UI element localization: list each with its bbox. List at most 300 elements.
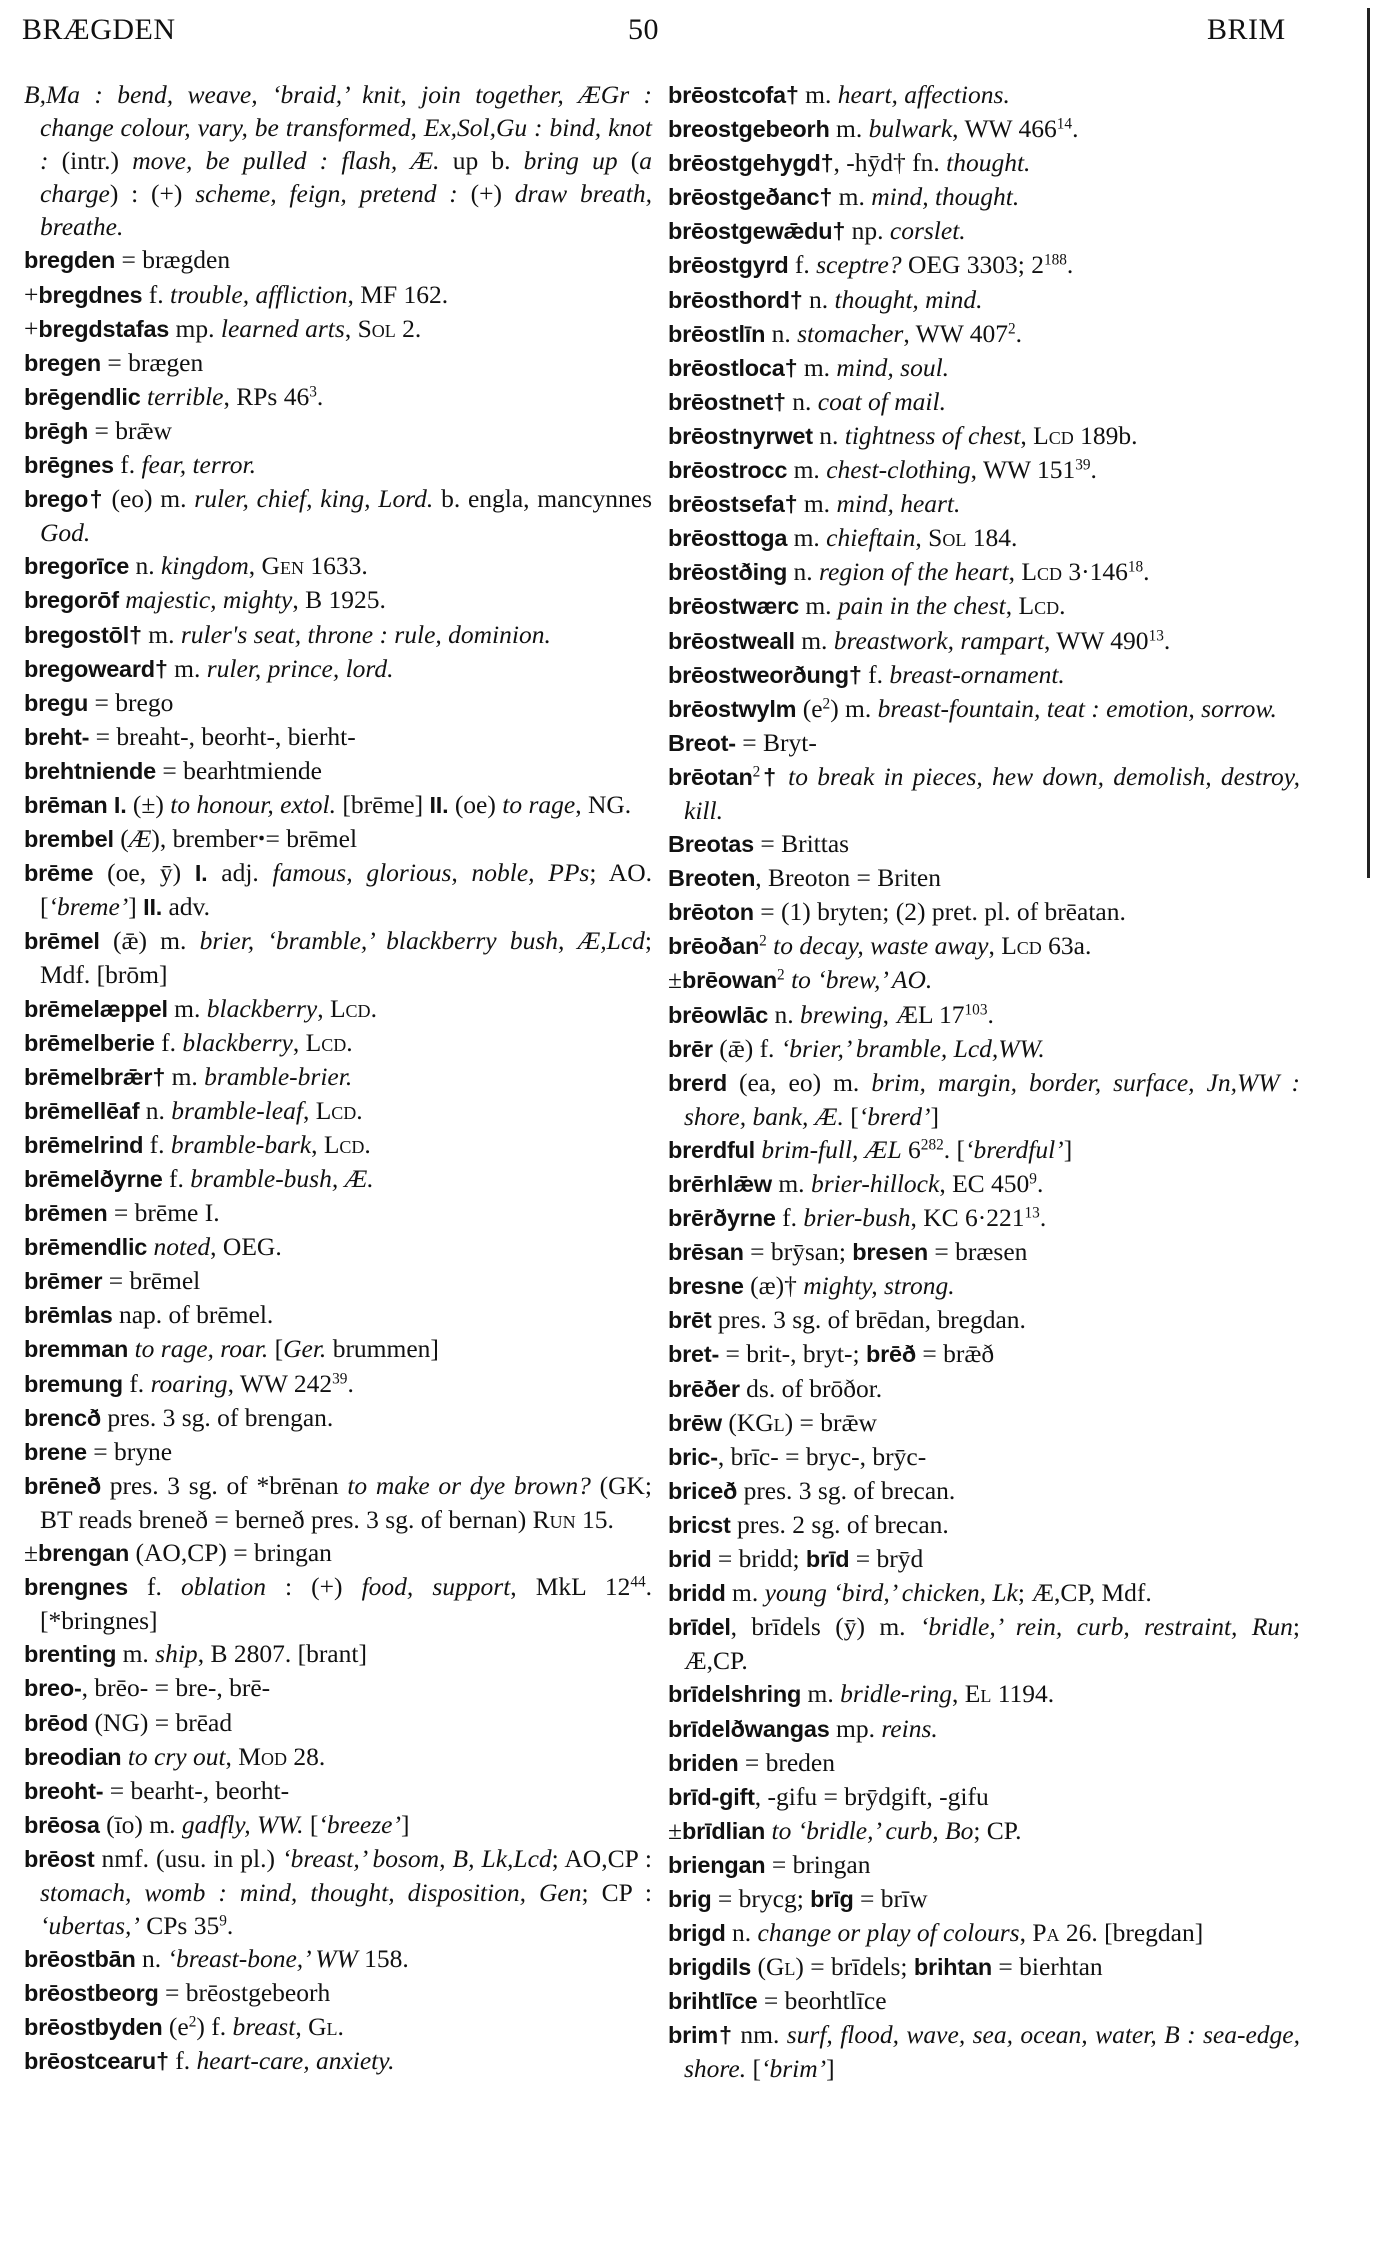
headword: brid	[668, 1546, 712, 1573]
entry-text: 3·146	[1061, 557, 1128, 587]
entry-text: coat of mail.	[817, 386, 946, 416]
entry-text: ‘breast-bone,’ WW	[167, 1944, 358, 1974]
entry-text: Lcd	[1033, 420, 1074, 450]
entry-text: ,	[317, 993, 330, 1023]
entry-text: f.	[788, 250, 817, 280]
entry-text: Gl	[308, 2012, 338, 2042]
entry-text: : (+)	[265, 1572, 362, 1602]
headword: brengnes	[24, 1574, 128, 1601]
headword: brēmelðyrne	[24, 1166, 163, 1192]
headword: brēod	[24, 1709, 89, 1736]
dictionary-entry	[24, 1332, 652, 1366]
entry-text: †	[760, 763, 779, 790]
entry-text: 282	[920, 1136, 944, 1154]
headword: bremman	[24, 1336, 129, 1363]
entry-text: .	[1072, 114, 1079, 144]
entry-text: n.	[765, 318, 798, 348]
entry-text: (e	[796, 693, 823, 723]
entry-text: 2	[777, 967, 785, 985]
entry-text: n.	[812, 420, 845, 450]
entry-text: f.	[143, 1129, 171, 1159]
dictionary-entry	[668, 385, 1300, 419]
dictionary-entry	[24, 618, 652, 652]
entry-text: noted	[153, 1232, 211, 1262]
dictionary-entry	[24, 1942, 652, 1976]
entry-text: ,	[302, 1095, 316, 1125]
headword: bregdnes	[38, 281, 143, 308]
entry-text: mighty, strong.	[803, 1271, 955, 1301]
entry-text: , B 1925.	[292, 585, 386, 615]
entry-text: = Bryt-	[735, 727, 817, 757]
entry-text: gadfly, WW.	[181, 1809, 304, 1839]
entry-text: , ÆL 17	[882, 999, 965, 1029]
dictionary-entry	[24, 380, 652, 414]
headword: brēostnet†	[668, 388, 786, 415]
entry-text: ) m.	[830, 693, 878, 723]
dictionary-entry	[24, 1196, 652, 1230]
dictionary-entry	[24, 1162, 652, 1196]
entry-text: brim-full, ÆL	[761, 1134, 902, 1164]
entry-text: +	[24, 279, 39, 309]
headword: brēmelbrǣr†	[24, 1063, 166, 1090]
entry-text: = (1) bryten; (2) pret. pl. of brēatan.	[753, 897, 1126, 927]
dictionary-entry	[668, 760, 1300, 827]
headword: brērhlǣw	[668, 1171, 772, 1197]
headword: brig	[668, 1885, 712, 1912]
dictionary-entry	[24, 1706, 652, 1740]
dictionary-entry	[24, 1740, 652, 1774]
right-column	[668, 78, 1300, 2086]
entry-text: 28.	[286, 1741, 326, 1771]
entry-text: n.	[785, 386, 818, 416]
dictionary-entry	[668, 112, 1300, 146]
entry-text: ‘brier,’ bramble, Lcd,WW.	[780, 1033, 1045, 1063]
dictionary-entry	[668, 1984, 1300, 2018]
entry-text: ±	[668, 1815, 682, 1845]
headword: bresne	[668, 1273, 744, 1300]
entry-text: Pa	[1032, 1918, 1060, 1948]
entry-text: bridle-ring	[840, 1679, 953, 1709]
entry-text: [	[843, 1101, 859, 1131]
entry-text: . [	[943, 1134, 965, 1164]
entry-text: nap. of brēmel.	[112, 1300, 274, 1330]
entry-text	[779, 762, 788, 791]
headword: brēostwylm	[668, 695, 797, 722]
entry-text: , MF 162.	[347, 279, 449, 309]
entry-text: , WW 242	[227, 1368, 333, 1398]
dictionary-entry	[24, 992, 652, 1026]
entry-text: m.	[832, 182, 872, 212]
entry-text: change or play of colours	[757, 1918, 1020, 1948]
entry-text: (intr.)	[61, 146, 133, 176]
headword: brēostgehygd†	[668, 150, 834, 177]
dictionary-entry	[668, 1372, 1300, 1406]
entry-text: Gen	[261, 551, 304, 581]
entry-text: (GK; BT reads breneð = berneð pres. 3 sg. of bernan)	[40, 1470, 652, 1534]
headword: bricst	[668, 1511, 731, 1538]
entry-text: , WW 407	[903, 318, 1008, 348]
entry-text: = brȳd	[849, 1544, 924, 1574]
entry-text: ±	[24, 1538, 38, 1568]
dictionary-entry	[668, 317, 1300, 351]
entry-text: Ger.	[283, 1334, 327, 1364]
entry-text: Sol	[357, 313, 396, 343]
entry-text: ; AO. [	[40, 858, 652, 922]
entry-text: .	[347, 1368, 354, 1398]
headword: brēostloca†	[668, 354, 798, 381]
dictionary-entry	[668, 895, 1300, 929]
entry-text: = brēostgebeorh	[158, 1978, 331, 2008]
entry-text: chieftain	[826, 523, 916, 553]
entry-text: ]	[400, 1809, 410, 1839]
entry-text: 188	[1043, 252, 1067, 270]
entry-text: , brīdels (ȳ) m.	[730, 1612, 920, 1642]
headword: brēmendlic	[24, 1234, 148, 1261]
entry-text: brīd	[805, 1546, 850, 1573]
dictionary-entry	[668, 146, 1300, 180]
entry-text: brier, ‘bramble,’ blackberry bush, Æ,Lcd	[199, 926, 645, 956]
entry-text: Lcd	[305, 1027, 347, 1057]
entry-text: pain in the chest	[837, 591, 1006, 621]
headword: brēmel	[24, 928, 100, 955]
entry-text: f.	[113, 450, 142, 480]
entry-text: B,Ma : bend, weave, ‘braid,’ knit, join together, ÆGr : change colour, vary, be transformed, Ex,Sol,Gu : bind, knot :	[24, 80, 652, 176]
dictionary-entry	[668, 1167, 1300, 1201]
entry-text: blackberry	[182, 1027, 293, 1057]
entry-text: corslet.	[889, 216, 966, 246]
entry-text: ds. of brōðor.	[739, 1373, 883, 1403]
dictionary-entry	[668, 827, 1300, 861]
entry-text: Lcd	[329, 993, 371, 1023]
entry-text: = beorhtlīce	[757, 1986, 887, 2016]
entry-text: = brycg;	[711, 1883, 811, 1913]
entry-text: ; Mdf. [brōm]	[40, 926, 653, 990]
entry-text: food, support	[361, 1572, 511, 1602]
entry-text: 2.	[395, 313, 422, 343]
headword: brēostrocc	[668, 457, 788, 484]
entry-text: (e	[162, 2012, 189, 2042]
dictionary-entry	[24, 1264, 652, 1298]
headword: brēostlīn	[668, 320, 766, 347]
dictionary-entry	[24, 414, 652, 448]
entry-text: ), bremberꞏ= brēmel	[151, 824, 358, 854]
headword: brēostcearu†	[24, 2048, 169, 2075]
dictionary-entry	[668, 1201, 1300, 1235]
entry-text: , Breoton = Briten	[755, 863, 941, 893]
entry-text: reins.	[881, 1713, 938, 1743]
entry-text: (oe)	[448, 789, 503, 819]
entry-text: ruler, prince, lord.	[206, 653, 394, 683]
headword: brēostwærc	[668, 593, 799, 620]
entry-text: .	[1039, 1203, 1047, 1233]
entry-text: , KC 6·221	[910, 1203, 1025, 1233]
entry-text: .	[987, 999, 994, 1029]
headword: brēsan	[668, 1239, 744, 1266]
entry-text: draw breath, breathe.	[40, 179, 652, 242]
entry-text: majestic, mighty	[125, 585, 293, 615]
headword: bregdstafas	[38, 315, 170, 342]
entry-text: (±)	[126, 789, 171, 819]
dictionary-entry	[24, 788, 652, 822]
entry-text: 44	[630, 1573, 646, 1591]
entry-text: Run	[532, 1504, 576, 1534]
entry-text: pres. 3 sg. of *brēnan	[101, 1470, 348, 1500]
headword: brene	[24, 1438, 87, 1465]
entry-text: 9	[1029, 1170, 1037, 1188]
entry-text: ; Æ,CP.	[684, 1612, 1300, 1676]
dictionary-entry	[24, 1774, 652, 1808]
entry-text: brier-bush	[803, 1203, 911, 1233]
headword: brēostnyrwet	[668, 422, 813, 449]
entry-text: 1194.	[991, 1679, 1055, 1709]
dictionary-entry	[668, 589, 1300, 623]
headword: briceð	[668, 1477, 738, 1504]
entry-text: thought.	[946, 148, 1031, 178]
entry-text: = breaht-, beorht-, bierht-	[89, 721, 356, 751]
headword: bregen	[24, 349, 101, 376]
dictionary-entry	[24, 1128, 652, 1162]
entry-text: Gl	[765, 1952, 796, 1982]
dictionary-entry	[24, 1536, 652, 1570]
dictionary-entry	[668, 692, 1300, 726]
entry-text: = breden	[738, 1747, 835, 1777]
headword: brēmer	[24, 1268, 103, 1295]
page-number: 50	[628, 13, 659, 46]
headword: brēostbyden	[24, 2014, 163, 2041]
entry-text: breast-fountain, teat : emotion, sorrow.	[877, 693, 1277, 723]
entry-text: 39	[332, 1370, 348, 1388]
entry-text: ±	[668, 965, 682, 995]
headword: bregostōl†	[24, 621, 142, 648]
entry-text: Lcd	[315, 1095, 357, 1125]
entry-text: nmf. (usu. in pl.)	[94, 1843, 283, 1873]
headword: brēgh	[24, 417, 89, 444]
entry-text: mp.	[829, 1713, 882, 1743]
dictionary-entry	[668, 2018, 1300, 2085]
headword: bregden	[24, 247, 116, 274]
entry-text: = bringan	[765, 1849, 871, 1879]
left-column	[24, 78, 652, 2079]
entry-text: ‘brerdful’	[965, 1134, 1064, 1164]
entry-text: .	[1036, 1169, 1044, 1198]
headword: bridd	[668, 1580, 726, 1607]
entry-text: 184.	[966, 523, 1018, 553]
entry-text: heart, affections.	[837, 80, 1010, 109]
dictionary-entry	[668, 963, 1300, 997]
entry-text: , WW 151	[970, 455, 1076, 485]
entry-text: oblation	[180, 1572, 266, 1602]
headword: brīdelðwangas	[668, 1715, 830, 1742]
entry-text: ]	[826, 2054, 835, 2084]
entry-text: 3	[309, 383, 317, 401]
headword: brēr	[668, 1035, 713, 1062]
entry-text: 2	[822, 695, 831, 713]
entry-text: up b.	[439, 146, 524, 176]
entry-text: ship	[155, 1639, 198, 1669]
entry-text: 15.	[575, 1504, 614, 1534]
dictionary-entry	[668, 1066, 1300, 1133]
dictionary-entry	[668, 1508, 1300, 1542]
entry-text: brim, margin, border, surface, Jn,WW : shore, bank, Æ.	[684, 1067, 1301, 1131]
entry-text: , -gifu = brȳdgift, -gifu	[754, 1781, 989, 1811]
entry-text: , WW 490	[1043, 625, 1149, 655]
entry-text: blackberry	[206, 993, 318, 1023]
headword: bric-	[668, 1443, 718, 1470]
dictionary-entry	[24, 652, 652, 686]
entry-text: ]	[128, 892, 144, 922]
entry-text: pres. 2 sg. of brecan.	[730, 1509, 949, 1539]
entry-text: m.	[787, 523, 827, 553]
entry-text: .	[364, 1129, 371, 1159]
entry-text: ,	[344, 313, 358, 343]
entry-text: region of the heart	[819, 557, 1009, 587]
dictionary-entry	[668, 1133, 1300, 1167]
entry-text: +	[24, 313, 39, 343]
entry-text: ‘ubertas,’	[40, 1911, 140, 1941]
entry-text: Gl	[755, 1407, 785, 1437]
entry-text: m.	[725, 1578, 765, 1608]
dictionary-entry	[24, 1808, 652, 1842]
entry-text: Lcd	[1021, 557, 1062, 587]
dictionary-entry	[668, 861, 1300, 895]
entry-text: ,	[295, 2012, 309, 2042]
entry-text: young ‘bird,’ chicken, Lk	[764, 1578, 1018, 1608]
headword: bregorīce	[24, 553, 130, 580]
entry-text: m.	[141, 619, 181, 649]
dictionary-entry	[668, 1474, 1300, 1508]
headword: brenting	[24, 1641, 117, 1668]
entry-text: n.	[802, 284, 835, 314]
entry-text: to rage	[502, 789, 576, 819]
headword: brēostðing	[668, 559, 788, 586]
entry-text: surf, flood, wave, sea, ocean, water, B : sea-edge, shore.	[684, 2020, 1300, 2084]
dictionary-entry	[24, 822, 652, 856]
entry-text: , EC 450	[939, 1169, 1030, 1198]
headword: brigd	[668, 1920, 726, 1947]
dictionary-entry	[668, 248, 1300, 282]
dictionary-entry	[24, 583, 652, 617]
entry-text: Mod	[238, 1741, 287, 1771]
entry-text: ‘brim’	[760, 2054, 827, 2084]
dictionary-entry	[24, 482, 652, 549]
entry-text: terrible	[146, 381, 224, 411]
dictionary-entry	[24, 1637, 652, 1671]
entry-text: 9	[219, 1912, 227, 1930]
headword: brēostweorðung†	[668, 661, 862, 688]
headword: bregu	[24, 689, 89, 716]
entry-text: stomach, womb : mind, thought, disposition, Gen	[40, 1877, 582, 1907]
entry-text: m.	[801, 1679, 841, 1709]
headword: bregorōf	[24, 587, 119, 614]
entry-text: brummen]	[326, 1334, 439, 1364]
headword: brengan	[38, 1540, 130, 1567]
headword: brēgendlic	[24, 383, 141, 410]
headword: briengan	[668, 1851, 766, 1878]
entry-text: to ‘bridle,’ curb, Bo	[771, 1815, 974, 1845]
entry-text: stomacher	[797, 318, 904, 348]
headword: breostgebeorh	[668, 116, 830, 143]
entry-text: n.	[139, 1095, 172, 1125]
entry-text: (+)	[470, 179, 515, 209]
headword: brēotan	[668, 763, 753, 790]
entry-text: = bridd;	[711, 1544, 806, 1574]
entry-text: = brego	[88, 687, 174, 717]
entry-text: = brīw	[853, 1883, 928, 1913]
dictionary-entry	[668, 929, 1300, 963]
entry-text: a charge	[40, 146, 652, 209]
entry-text: m.	[797, 489, 837, 519]
dictionary-entry	[668, 453, 1300, 487]
headword: brēgnes	[24, 452, 114, 479]
dictionary-entry	[668, 998, 1300, 1032]
entry-text: = brægden	[115, 245, 231, 275]
headword: breo-	[24, 1675, 82, 1702]
entry-text: CPs 35	[139, 1911, 220, 1941]
entry-text: = bryne	[86, 1436, 173, 1466]
headword: breoht-	[24, 1777, 104, 1804]
entry-text: .	[356, 1095, 363, 1125]
dictionary-entry	[668, 521, 1300, 555]
entry-text: tightness of chest	[844, 420, 1021, 450]
entry-text: breastwork, rampart	[833, 625, 1044, 655]
headword: brīdel	[668, 1614, 731, 1641]
dictionary-entry	[24, 2044, 652, 2078]
entry-text: adj.	[207, 858, 273, 888]
entry-text: = Brittas	[753, 829, 850, 859]
entry-text: brewing	[799, 999, 883, 1029]
headword: bremung	[24, 1370, 123, 1397]
entry-text: (	[630, 146, 640, 176]
entry-text: ruler, chief, king, Lord.	[194, 484, 434, 514]
entry-text: pres. 3 sg. of brecan.	[737, 1475, 956, 1505]
dictionary-entry	[24, 1671, 652, 1705]
headword: brēmen	[24, 1200, 108, 1227]
entry-text: = bræsen	[928, 1237, 1028, 1267]
entry-text: .	[1066, 250, 1074, 280]
dictionary-entry	[668, 1269, 1300, 1303]
headword: brerdful	[668, 1136, 756, 1163]
entry-text: n.	[129, 551, 161, 581]
entry-text: .	[1163, 625, 1171, 655]
entry-text: m.	[787, 455, 827, 485]
dictionary-entry	[668, 555, 1300, 589]
entry-text: ‘breeze’	[318, 1809, 401, 1839]
entry-text: .	[370, 993, 377, 1023]
dictionary-entry	[668, 351, 1300, 385]
headword: brēw	[668, 1409, 722, 1436]
entry-text: , OEG.	[210, 1232, 282, 1262]
headword: Breoten	[668, 865, 756, 892]
entry-text: .	[316, 381, 324, 411]
entry-text: (eo) m.	[103, 484, 195, 514]
entry-text: b. engla, mancynnes	[433, 484, 652, 514]
entry-text: . [*bringnes]	[40, 1572, 652, 1636]
headword: breht-	[24, 723, 90, 750]
entry-text: m.	[797, 352, 837, 382]
headword: brēman	[24, 791, 108, 818]
entry-text: ) = brǣw	[784, 1407, 877, 1437]
entry-text: brihtan	[913, 1954, 992, 1981]
dictionary-entry	[668, 1950, 1300, 1984]
entry-text: to break in pieces, hew down, demolish, destroy, kill.	[684, 761, 1301, 825]
entry-text: ,	[915, 523, 929, 553]
entry-text: famous, glorious, noble, PPs	[272, 858, 590, 888]
entry-text: m.	[829, 114, 869, 144]
entry-text: ) : (+)	[109, 179, 196, 209]
headword: brēowan	[682, 967, 778, 994]
entry-text: (	[751, 1952, 766, 1982]
entry-text: ,	[311, 1129, 324, 1159]
